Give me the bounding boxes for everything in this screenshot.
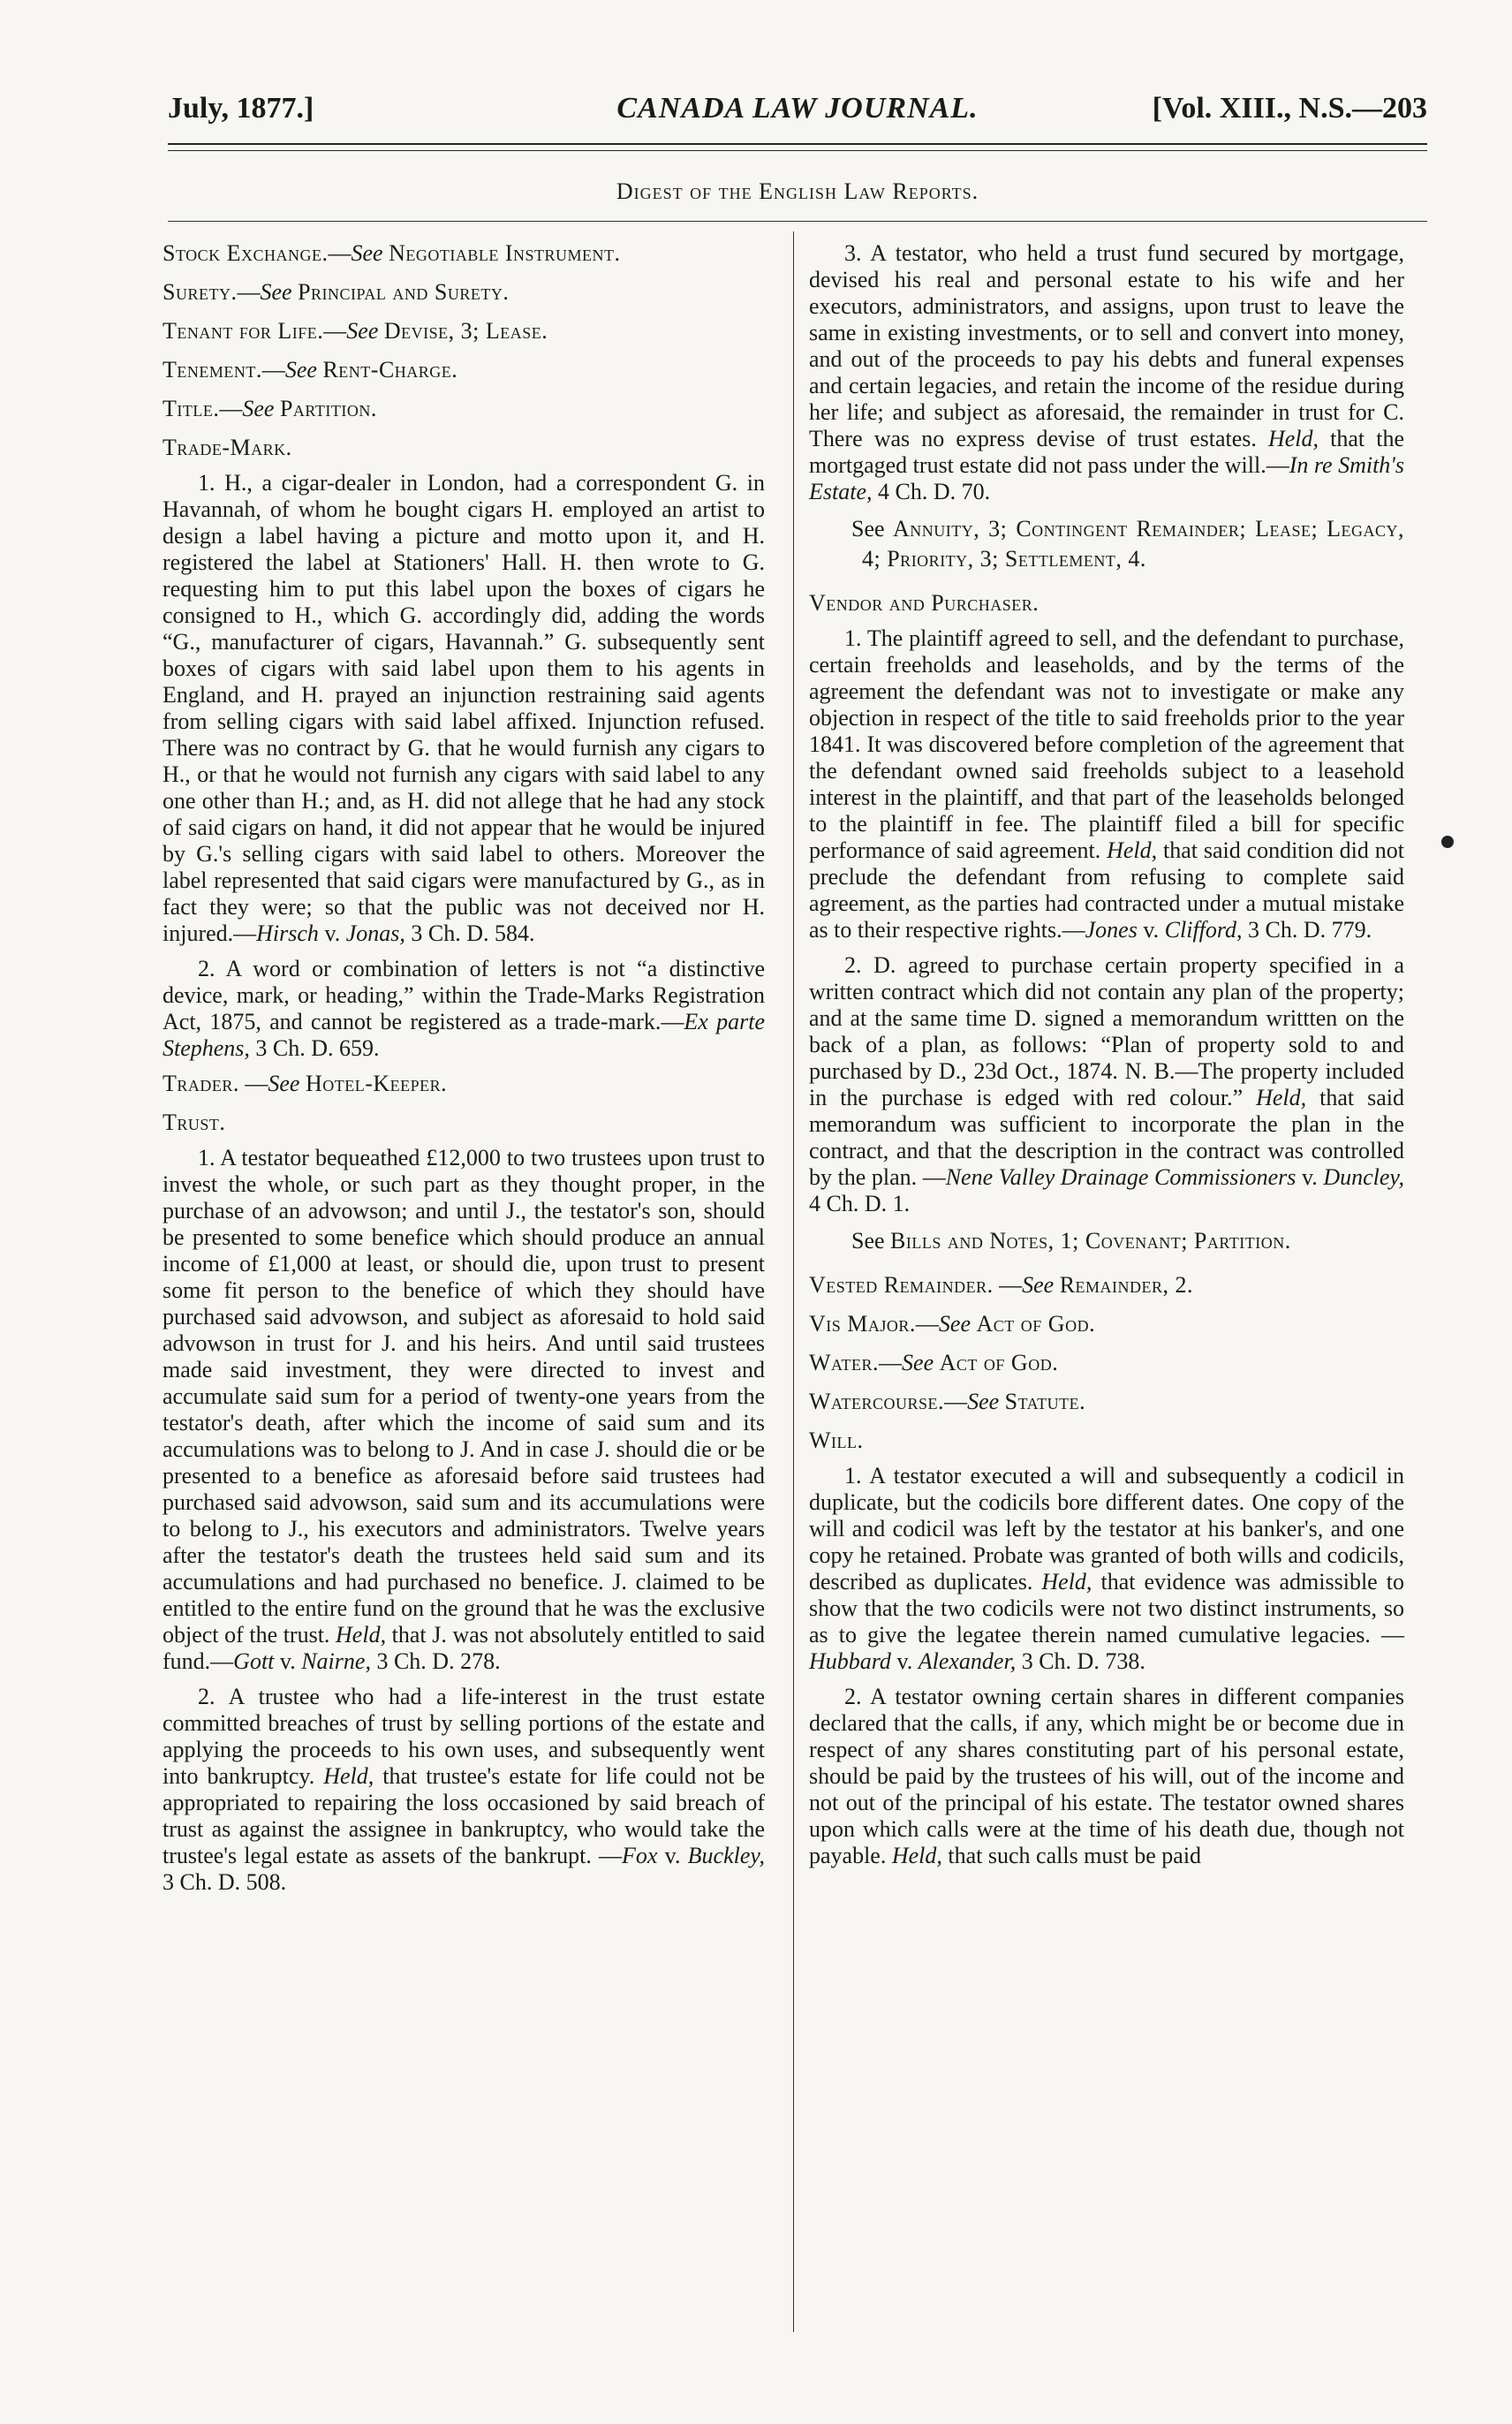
entry-trader <box>163 1071 765 1097</box>
case-text: 1. A testator executed a will and subsequently a codicil in duplicate, but the codicils bore different dates. One copy of the will and codicil was left by the testator at his banker's, and one copy he retained. Probate was granted of both wills and codicils, described as duplicates. <box>809 1463 1404 1595</box>
cross-reference: Rent-Charge. <box>322 357 458 383</box>
ink-blot <box>1441 836 1454 848</box>
see-word: See <box>1022 1272 1055 1298</box>
case-text: that evidence was admissible to show that the two codicils were not two distinct instruments, so as to give the legatee therein named cumulative legacies. — <box>809 1569 1404 1648</box>
cross-reference: Remainder, 2. <box>1059 1272 1194 1298</box>
case-name: Nairne, <box>301 1648 371 1674</box>
case-paragraph <box>809 625 1404 943</box>
entry-dash: — <box>915 1311 939 1337</box>
case-name: Jonas, <box>345 920 405 946</box>
entry-stock-exchange <box>163 240 765 267</box>
entry-dash: — <box>944 1389 968 1414</box>
citation: 3 Ch. D. 508. <box>163 1869 287 1895</box>
entry-dash: — <box>879 1350 903 1375</box>
case-name: Buckley, <box>687 1843 765 1868</box>
header-rule <box>168 143 1427 151</box>
heading-vendor-and-purchaser: Vendor and Purchaser. <box>809 590 1040 616</box>
case-name: Gott <box>233 1648 275 1674</box>
case-paragraph <box>809 952 1404 1217</box>
cross-reference: Principal and Surety. <box>298 279 510 305</box>
heading-will: Will. <box>809 1428 864 1453</box>
see-word: See <box>902 1350 934 1375</box>
right-column <box>809 240 1404 1878</box>
case-name: In re Smith's Estate, <box>809 452 1404 504</box>
case-paragraph <box>809 240 1404 505</box>
cross-reference: Partition. <box>279 396 377 421</box>
see-word: See <box>938 1311 971 1337</box>
case-text: 1. The plaintiff agreed to sell, and the defendant to purchase, certain freeholds and leaseholds, and by the terms of the agreement the defendant was not to investigate or make any objection in respect of the title to said freeholds prior to the year 1841. It was discovered before completion of the agreement that the defendant owned said freeholds subject to a leasehold interest in the plaintiff, and that part of the leaseholds belonged to the plaintiff in fee. The plaintiff filed a bill for specific performance of said agreement. <box>809 625 1404 863</box>
entry-water <box>809 1350 1404 1376</box>
case-name: Ex parte Stephens, <box>163 1009 765 1061</box>
case-text: 2. D. agreed to purchase certain property specified in a written contract which did not contain any plan of the property; and at the same time D. signed a memorandum writtten on the back of a plan, as follows: “Plan of property sold to and purchased by D., 23d Oct., 1874. N. B.—The property included in the purchase is edged with red colour.” <box>809 952 1404 1110</box>
held-word: Held, <box>1267 426 1319 451</box>
see-also-trust <box>851 514 1404 574</box>
entry-term: Watercourse. <box>809 1389 945 1414</box>
cross-reference: Act of God. <box>976 1311 1096 1337</box>
versus: v. <box>274 1648 302 1674</box>
case-text: that the mortgaged trust estate did not pass under the will.— <box>809 426 1404 478</box>
cross-reference: Devise, 3; Lease. <box>383 318 548 344</box>
case-name: Alexander, <box>918 1648 1017 1674</box>
case-paragraph <box>809 1684 1404 1869</box>
journal-title: CANADA LAW JOURNAL. <box>616 92 979 125</box>
column-divider <box>793 231 794 2332</box>
entry-term: Surety. <box>163 279 238 305</box>
case-paragraph <box>163 470 765 947</box>
entry-dash: — <box>219 396 243 421</box>
entry-vested-remainder <box>809 1272 1404 1299</box>
see-word: See <box>268 1071 300 1096</box>
entry-dash: — <box>323 318 347 344</box>
see-word: See <box>967 1389 1000 1414</box>
case-text: 2. A word or combination of letters is not “a distinctive device, mark, or heading,” within the Trade-Marks Registration Act, 1875, and cannot be registered as a trade-mark.— <box>163 956 765 1034</box>
case-text: 3. A testator, who held a trust fund secured by mortgage, devised his real and personal estate to his wife and her executors, administrators, and assigns, upon trust to leave the same in existing investments, or to sell and convert into money, and out of the proceeds to pay his debts and funeral expenses and certain legacies, and retain the income of the residue during her life; and subject as aforesaid, the remainder in trust for C. There was no express devise of trust estates. <box>809 240 1404 451</box>
case-name: Nene Valley Drainage Commissioners <box>945 1164 1297 1190</box>
see-word: See <box>351 240 383 266</box>
entry-dash: — <box>237 279 261 305</box>
case-paragraph <box>163 1145 765 1675</box>
entry-dash: — <box>261 357 285 383</box>
versus: v. <box>318 920 346 946</box>
citation: 3 Ch. D. 779. <box>1242 917 1372 943</box>
case-text: 2. A testator owning certain shares in different companies declared that the calls, if any, which might be or become due in respect of any shares constituting part of his personal estate, should be paid by the trustees of his will, out of the income and not out of the principal of his estate. The testator owned shares upon which calls were at the time of his death due, though not payable. <box>809 1684 1404 1868</box>
entry-term: Vis Major. <box>809 1311 916 1337</box>
entry-term: Title. <box>163 396 220 421</box>
held-word: Held, <box>336 1622 387 1648</box>
see-word: See <box>260 279 292 305</box>
held-word: Held, <box>891 1843 942 1868</box>
case-text: 1. A testator bequeathed £12,000 to two trustees upon trust to invest the whole, or such part as they thought proper, in the purchase of an advowson; and until J., the testator's son, should be presented to some benefice which should produce an annual income of £1,000 at least, or should die, upon trust to present some fit person to the benefice of which they should have purchased said advowson, and subject as aforesaid to hold said advowson in trust for J. and his heirs. And until said trustees made said investment, they were directed to invest and accumulate said sum for a period of twenty-one years from the testator's death, after which the income of said sum and its accumulations was to belong to J. And in case J. should die or be presented to a benefice as aforesaid before said trustees had purchased said advowson, said sum and its accumulations were to belong to J., his executors and administrators. Twelve years after the testator's death the trustees held said sum and its accumulations and had purchased no benefice. J. claimed to be entitled to the entire fund on the ground that he was the exclusive object of the trust. <box>163 1145 765 1648</box>
held-word: Held, <box>1041 1569 1092 1595</box>
see-also-vendor <box>851 1226 1404 1256</box>
entry-term: Tenant for Life. <box>163 318 324 344</box>
case-text: that said condition did not preclude the defendant from refusing to complete said agreement, as the parties had contracted under a mutual mistake as to their respective rights.— <box>809 837 1404 943</box>
versus: v. <box>1137 917 1165 943</box>
versus: v. <box>890 1648 919 1674</box>
heading-trust: Trust. <box>163 1110 226 1135</box>
entry-term: Water. <box>809 1350 880 1375</box>
case-name: Clifford, <box>1164 917 1243 943</box>
case-name: Fox <box>622 1843 658 1868</box>
cross-reference: Act of God. <box>939 1350 1059 1375</box>
section-title: Digest of the English Law Reports. <box>616 178 979 204</box>
entry-term: Trader. <box>163 1071 239 1096</box>
entry-watercourse <box>809 1389 1404 1415</box>
left-column <box>163 240 765 1905</box>
held-word: Held, <box>1107 837 1158 863</box>
entry-term: Vested Remainder. <box>809 1272 994 1298</box>
entry-dash: — <box>238 1071 268 1096</box>
see-word: See <box>242 396 275 421</box>
held-word: Held, <box>1256 1085 1307 1110</box>
versus: v. <box>1296 1164 1324 1190</box>
case-name: Hubbard <box>809 1648 891 1674</box>
case-text: that trustee's estate for life could not be appropriated to repairing the loss occasioned by said breach of trust as against the assignee in bankruptcy, who would take the trustee's legal estate as assets of the bankrupt. — <box>163 1763 765 1868</box>
entry-tenant-for-life <box>163 318 765 345</box>
citation: 3 Ch. D. 278. <box>370 1648 501 1674</box>
case-name: Duncley, <box>1323 1164 1404 1190</box>
citation: 3 Ch. D. 584. <box>404 920 535 946</box>
held-word: Held, <box>323 1763 374 1789</box>
citation: 4 Ch. D. 1. <box>809 1191 911 1216</box>
entry-tenement <box>163 357 765 383</box>
cross-reference: Negotiable Instrument. <box>389 240 621 266</box>
case-paragraph <box>163 1684 765 1896</box>
case-text: 1. H., a cigar-dealer in London, had a correspondent G. in Havannah, of whom he bought cigars H. employed an artist to design a label having a picture and motto upon it, and H. registered the label at Stationers' Hall. H. then wrote to G. requesting him to put this label upon the boxes of cigars he consigned to H., which G. accordingly did, adding the words “G., manufacturer of cigars, Havannah.” G. subsequently sent boxes of cigars with said label upon them to his agents in England, and H. prayed an injunction restraining said agents from selling cigars with said label affixed. Injunction refused. There was no contract by G. that he would furnish any cigars to H., or that he would not furnish any cigars with said label to any one other than H.; and, as H. did not allege that he had any stock of said cigars on hand, it did not appear that he would be injured by G.'s selling cigars with said label to others. Moreover the label represented that said cigars were manufactured by G., as in fact they were; so that the public was not deceived nor H. injured.— <box>163 470 765 946</box>
see-word: See <box>851 516 885 542</box>
entry-title <box>163 396 765 422</box>
entry-dash: — <box>328 240 352 266</box>
case-name: Jones <box>1085 917 1138 943</box>
section-rule <box>168 221 1427 222</box>
case-name: Hirsch <box>256 920 319 946</box>
entry-term: Tenement. <box>163 357 262 383</box>
heading-trade-mark: Trade-Mark. <box>163 435 292 460</box>
entry-surety <box>163 279 765 306</box>
see-word: See <box>346 318 379 344</box>
case-paragraph <box>163 956 765 1062</box>
volume-page-number: [Vol. XIII., N.S.—203 <box>1152 92 1427 125</box>
entry-term: Stock Exchange. <box>163 240 329 266</box>
header-date: July, 1877.] <box>168 92 314 125</box>
case-text: that such calls must be paid <box>941 1843 1202 1868</box>
citation: 3 Ch. D. 659. <box>249 1035 380 1061</box>
case-text: 2. A trustee who had a life-interest in the trust estate committed breaches of trust by selling portions of the estate and applying the proceeds to his own uses, and subsequently went into bankruptcy. <box>163 1684 765 1789</box>
citation: 3 Ch. D. 738. <box>1016 1648 1145 1674</box>
running-header <box>168 92 1427 141</box>
see-word: See <box>851 1228 885 1254</box>
cross-reference: Hotel-Keeper. <box>305 1071 448 1096</box>
entry-vis-major <box>809 1311 1404 1337</box>
citation: 4 Ch. D. 70. <box>872 479 991 504</box>
case-text: that said memorandum was sufficient to incorporate the plan in the contract, and that the description in the contract was controlled by the plan. — <box>809 1085 1404 1190</box>
case-paragraph <box>809 1463 1404 1675</box>
versus: v. <box>657 1843 688 1868</box>
case-text: that J. was not absolutely entitled to said fund.— <box>163 1622 765 1674</box>
cross-reference-list: Annuity, 3; Contingent Remainder; Lease; Legacy, 4; Priority, 3; Settlement, 4. <box>862 516 1404 572</box>
entry-dash: — <box>993 1272 1023 1298</box>
cross-reference: Statute. <box>1004 1389 1086 1414</box>
see-word: See <box>284 357 317 383</box>
cross-reference-list: Bills and Notes, 1; Covenant; Partition. <box>890 1228 1291 1254</box>
